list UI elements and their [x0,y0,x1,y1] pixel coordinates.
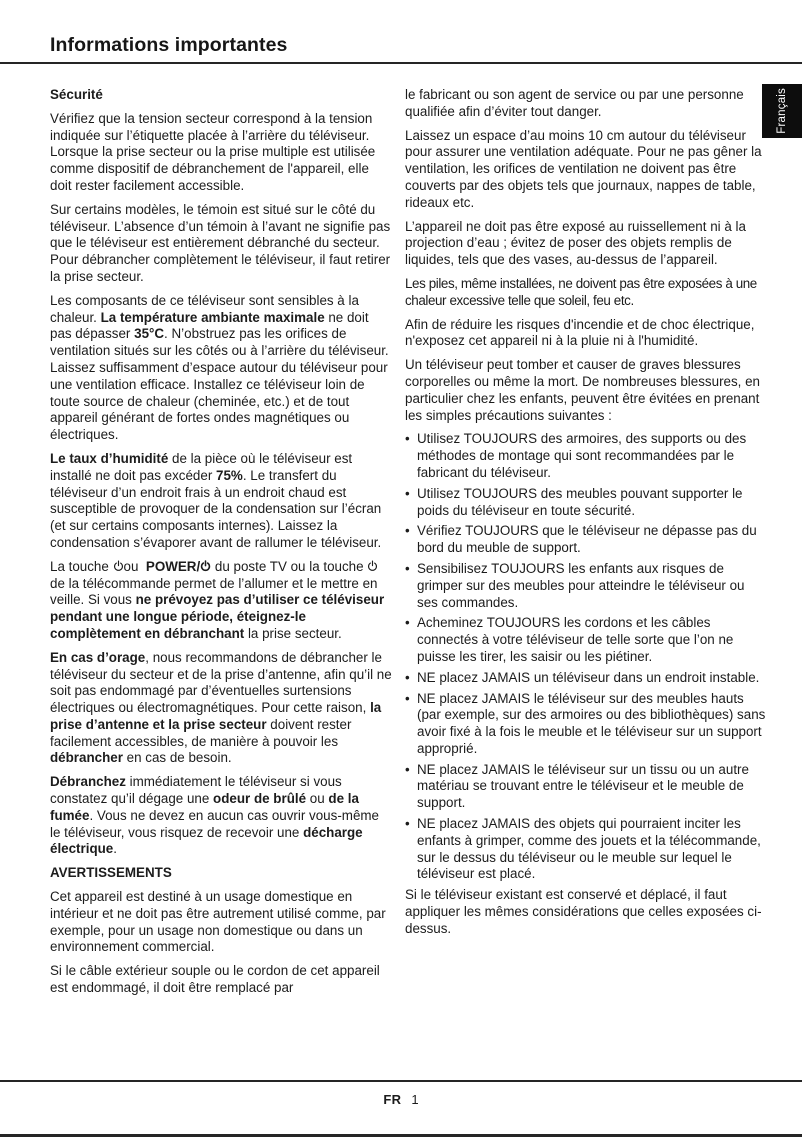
paragraph: Vérifiez que la tension secteur correspond à la tension indiquée sur l’étiquette placée à l’arrière du téléviseur. Lorsque la prise secteur ou la prise multiple est utilisée comme dispositif de débranchement de l'appareil, elle doit rester facilement accessible. [50,110,376,193]
paragraph: Débranchez immédiatement le téléviseur si vous constatez qu’il dégage une odeur de brûlé ou de la fumée. Vous ne devez en aucun cas ouvrir vous-même le téléviseur, vous risquez de recevoir une décharge électrique. [50,774,379,857]
right-column [405,87,767,945]
bullet-item: • Utilisez TOUJOURS des meubles pouvant supporter le poids du téléviseur en toute sécurité. [405,485,743,518]
power-icon [367,560,378,572]
bullet-item: • Utilisez TOUJOURS des armoires, des supports ou des méthodes de montage qui sont recommandées par le fabricant du téléviseur. [405,431,747,480]
bottom-rule [0,1134,802,1137]
section-heading: Sécurité [50,87,103,102]
bullet-marker: • [405,523,410,539]
bullet-item: • NE placez JAMAIS le téléviseur sur un tissu ou un autre matériau se trouvant entre le téléviseur et le meuble de support. [405,761,749,811]
title-rule [0,62,802,64]
power-icon [113,560,124,572]
power-icon [200,560,211,572]
paragraph: Les piles, même installées, ne doivent pas être exposées à une chaleur excessive telle que soleil, feu etc. [405,275,757,308]
bullet-marker: • [405,615,410,631]
bullet-item: • NE placez JAMAIS des objets qui pourraient inciter les enfants à grimper, comme des jouets et la télécommande, sur le dessus du téléviseur ou le meuble sur lequel le téléviseur est placé. [405,816,761,882]
page-footer [0,1092,802,1107]
left-column [50,87,392,1004]
paragraph: En cas d’orage, nous recommandons de débrancher le téléviseur du secteur et de la prise d’antenne, afin qu’il ne soit pas endommagé par d’éventuelles surtensions électriques ou électromagnétiques. Pour cette raison, la prise d’antenne et la prise secteur doivent rester facilement accessibles, de manière à pouvoir les débrancher en cas de besoin. [50,649,392,766]
bullet-item: • NE placez JAMAIS un téléviseur dans un endroit instable. [405,669,760,685]
page-title: Informations importantes [50,34,288,56]
bullet-marker: • [405,485,410,501]
paragraph: Si le câble extérieur souple ou le cordon de cet appareil est endommagé, il doit être remplacé par [50,963,380,996]
bullet-marker: • [405,431,410,447]
paragraph: L’appareil ne doit pas être exposé au ruissellement ni à la projection d’eau ; évitez de poser des objets remplis de liquides, tels que des vases, au-dessus de l’appareil. [405,218,746,268]
paragraph: Si le téléviseur existant est conservé et déplacé, il faut appliquer les mêmes considérations que celles exposées ci-dessus. [405,887,762,936]
paragraph: La touche ou POWER/ du poste TV ou la touche de la télécommande permet de l’allumer et le mettre en veille. Si vous ne prévoyez pas d’utiliser ce téléviseur pendant une longue période, éteignez-le complètement en débranchant la prise secteur. [50,558,385,641]
paragraph: le fabricant ou son agent de service ou par une personne qualifiée afin d’éviter tout danger. [405,87,744,119]
bullet-marker: • [405,560,410,576]
paragraph: Sur certains modèles, le témoin est situé sur le côté du téléviseur. L’absence d’un témoin à l’avant ne signifie pas que le téléviseur est entièrement débranché du secteur. Pour débrancher complètement le téléviseur, il faut retirer la prise secteur. [50,201,391,284]
content-columns [50,87,767,1004]
paragraph: Le taux d’humidité de la pièce où le téléviseur est installé ne doit pas excéder 75%. Le transfert du téléviseur d’un endroit frais à un endroit chaud est susceptible de provoquer de la condensation sur l’écran (et sur certains composants internes). Laissez la condensation s’évaporer avant de rallumer le téléviseur. [50,450,382,550]
language-tab-label: Français [776,88,788,134]
bullet-marker: • [405,761,410,777]
bullet-item: • NE placez JAMAIS le téléviseur sur des meubles hauts (par exemple, sur des armoires ou des bibliothèques) sans avoir fixé à la fois le meuble et le téléviseur sur un support approprié. [405,690,766,756]
bullet-marker: • [405,690,410,706]
footer-language-code: FR [383,1092,402,1107]
paragraph: Afin de réduire les risques d'incendie et de choc électrique, n'exposez cet appareil ni à la pluie ni à l'humidité. [405,316,755,349]
footer-rule [0,1080,802,1082]
bullet-item: • Acheminez TOUJOURS les cordons et les câbles connectés à votre téléviseur de telle sorte que l’on ne puisse les tirer, les saisir ou les piétiner. [405,615,734,664]
bullet-item: • Vérifiez TOUJOURS que le téléviseur ne dépasse pas du bord du meuble de support. [405,523,757,556]
paragraph: Les composants de ce téléviseur sont sensibles à la chaleur. La température ambiante maximale ne doit pas dépasser 35°C. N’obstruez pas les orifices de ventilation situés sur les côtés ou à l’arrière du téléviseur. Laissez suffisamment d’espace autour du téléviseur pour une ventilation efficace. Installez ce téléviseur loin de toute source de chaleur (cheminée, etc.) et de tout appareil générant de fortes ondes magnétiques ou électriques. [50,292,389,443]
paragraph: Un téléviseur peut tomber et causer de graves blessures corporelles ou même la mort. De nombreuses blessures, en particulier chez les enfants, peuvent être évitées en prenant les simples précautions suivantes : [405,357,761,423]
bullet-marker: • [405,669,410,685]
bullet-marker: • [405,816,410,832]
paragraph: Laissez un espace d’au moins 10 cm autour du téléviseur pour assurer une ventilation adéquate. Pour ne pas gêner la ventilation, les orifices de ventilation ne doivent pas être couverts par des objets tels que journaux, nappes de table, rideaux etc. [405,127,762,210]
section-heading: AVERTISSEMENTS [50,865,172,881]
language-tab [762,84,802,138]
footer-page-number: 1 [411,1092,419,1107]
paragraph: Cet appareil est destiné à un usage domestique en intérieur et ne doit pas être autrement utilisé comme, par exemple, pour un usage non domestique ou dans un environnement commercial. [50,889,386,955]
bullet-item: • Sensibilisez TOUJOURS les enfants aux risques de grimper sur des meubles pour atteindre le téléviseur ou ses commandes. [405,560,745,610]
